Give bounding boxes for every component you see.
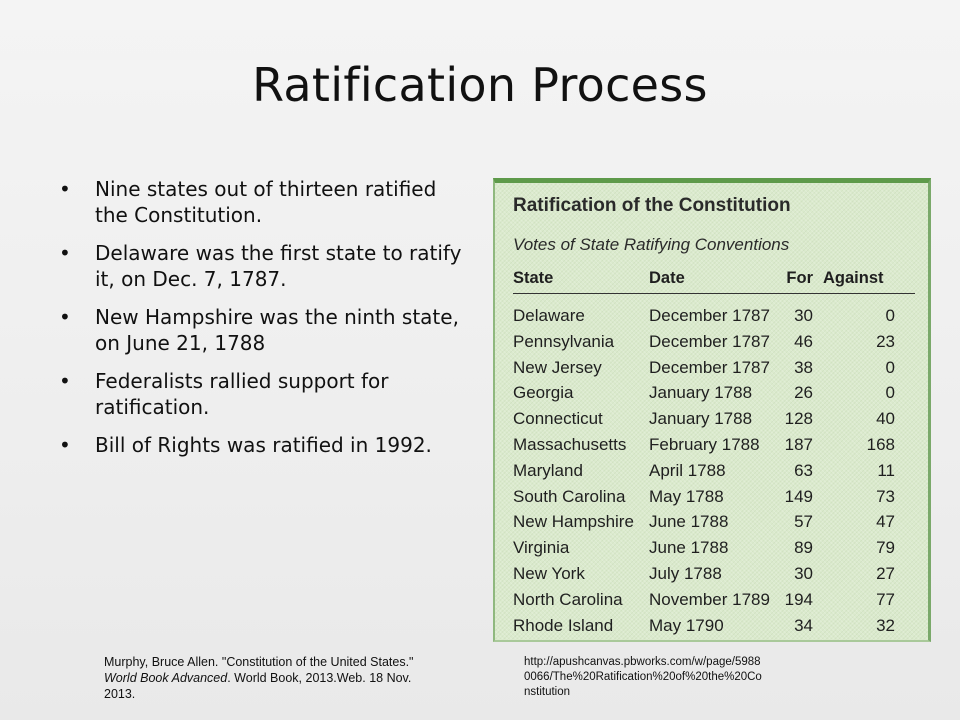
cell-state: Maryland — [513, 460, 583, 480]
cell-state: Massachusetts — [513, 434, 627, 454]
table-row — [513, 406, 915, 432]
cell-against: 11 — [877, 460, 895, 480]
cell-state: New Hampshire — [513, 512, 634, 532]
cell-date: February 1788 — [649, 434, 760, 454]
slide-title: Ratification Process — [252, 58, 708, 112]
table-row — [513, 432, 915, 458]
cell-against: 0 — [885, 357, 895, 377]
cell-date: November 1789 — [649, 589, 770, 609]
table-row — [513, 587, 915, 613]
table-title: Ratification of the Constitution — [513, 195, 791, 216]
bullet-item — [55, 240, 475, 292]
cell-for: 63 — [794, 460, 813, 480]
cell-against: 0 — [885, 383, 895, 403]
cell-against: 73 — [876, 486, 895, 506]
cell-date: December 1787 — [649, 357, 770, 377]
cell-against: 168 — [866, 434, 895, 454]
cell-for: 26 — [794, 383, 813, 403]
citation-left-italic: World Book Advanced — [104, 671, 228, 685]
cell-state: Connecticut — [513, 409, 603, 429]
cell-for: 194 — [784, 589, 813, 609]
cell-date: December 1787 — [649, 331, 770, 351]
cell-state: South Carolina — [513, 486, 626, 506]
table-row — [513, 380, 915, 406]
bullet-text: Delaware was the first state to ratify it, on Dec. 7, 1787. — [95, 241, 462, 291]
cell-against: 77 — [876, 589, 895, 609]
cell-for: 30 — [794, 563, 813, 583]
header-for: For — [786, 269, 813, 287]
cell-against: 79 — [876, 538, 895, 558]
cell-for: 34 — [794, 615, 813, 635]
table-row — [513, 561, 915, 587]
bullet-text: Bill of Rights was ratified in 1992. — [95, 433, 432, 457]
table-row — [513, 613, 915, 639]
cell-date: December 1787 — [649, 306, 770, 325]
cell-for: 89 — [794, 538, 813, 558]
cell-state: North Carolina — [513, 589, 623, 609]
cell-for: 187 — [784, 434, 813, 454]
cell-date: July 1788 — [649, 563, 722, 583]
bullet-item — [55, 304, 475, 356]
bullet-text: New Hampshire was the ninth state, on June 21, 1788 — [95, 305, 459, 355]
cell-state: New Jersey — [513, 357, 602, 377]
cell-state: Delaware — [513, 306, 585, 325]
header-date: Date — [649, 269, 685, 287]
table-body — [513, 303, 915, 638]
bullet-item — [55, 432, 475, 458]
cell-state: Pennsylvania — [513, 331, 615, 351]
citation-right-url: http://apushcanvas.pbworks.com/w/page/59880066/The%20Ratification%20of%20the%20Constitution — [524, 656, 762, 698]
citation-left — [104, 654, 414, 702]
cell-for: 30 — [794, 306, 813, 325]
bullet-item — [55, 368, 475, 420]
table-row — [513, 484, 915, 510]
table-row — [513, 458, 915, 484]
cell-for: 38 — [794, 357, 813, 377]
bullet-text: Federalists rallied support for ratification. — [95, 369, 389, 419]
cell-for: 149 — [784, 486, 813, 506]
citation-left-text-end: . World Book, 2013.Web. 18 Nov. 2013. — [104, 671, 412, 701]
cell-date: June 1788 — [649, 538, 729, 558]
bullet-item — [55, 176, 475, 228]
table-row — [513, 303, 915, 329]
bullet-dot-icon: • — [59, 177, 71, 201]
cell-date: January 1788 — [649, 409, 753, 429]
bullet-dot-icon: • — [59, 241, 71, 265]
table-row — [513, 329, 915, 355]
cell-against: 27 — [876, 563, 895, 583]
cell-against: 0 — [885, 306, 895, 325]
cell-state: New York — [513, 563, 585, 583]
bullet-list — [55, 176, 475, 470]
cell-date: June 1788 — [649, 512, 729, 532]
header-state: State — [513, 269, 554, 287]
cell-for: 46 — [794, 331, 813, 351]
cell-for: 57 — [794, 512, 813, 532]
cell-date: May 1788 — [649, 486, 724, 506]
cell-against: 40 — [876, 409, 895, 429]
table-row — [513, 535, 915, 561]
table-row — [513, 509, 915, 535]
cell-against: 47 — [876, 512, 895, 532]
table-row — [513, 355, 915, 381]
bullet-dot-icon: • — [59, 305, 71, 329]
citation-left-text: Murphy, Bruce Allen. "Constitution of the United States." — [104, 655, 414, 669]
cell-against: 32 — [876, 615, 895, 635]
bullet-dot-icon: • — [59, 433, 71, 457]
bullet-dot-icon: • — [59, 369, 71, 393]
cell-state: Georgia — [513, 383, 574, 403]
cell-against: 23 — [876, 331, 895, 351]
table-subtitle: Votes of State Ratifying Conventions — [513, 235, 790, 254]
header-against: Against — [823, 269, 884, 287]
bullet-text: Nine states out of thirteen ratified the Constitution. — [95, 177, 437, 227]
cell-date: April 1788 — [649, 460, 726, 480]
cell-for: 128 — [784, 409, 813, 429]
cell-state: Rhode Island — [513, 615, 614, 635]
table-header-row — [513, 269, 915, 294]
ratification-table-image — [493, 178, 931, 642]
cell-date: January 1788 — [649, 383, 753, 403]
cell-date: May 1790 — [649, 615, 724, 635]
cell-state: Virginia — [513, 538, 570, 558]
